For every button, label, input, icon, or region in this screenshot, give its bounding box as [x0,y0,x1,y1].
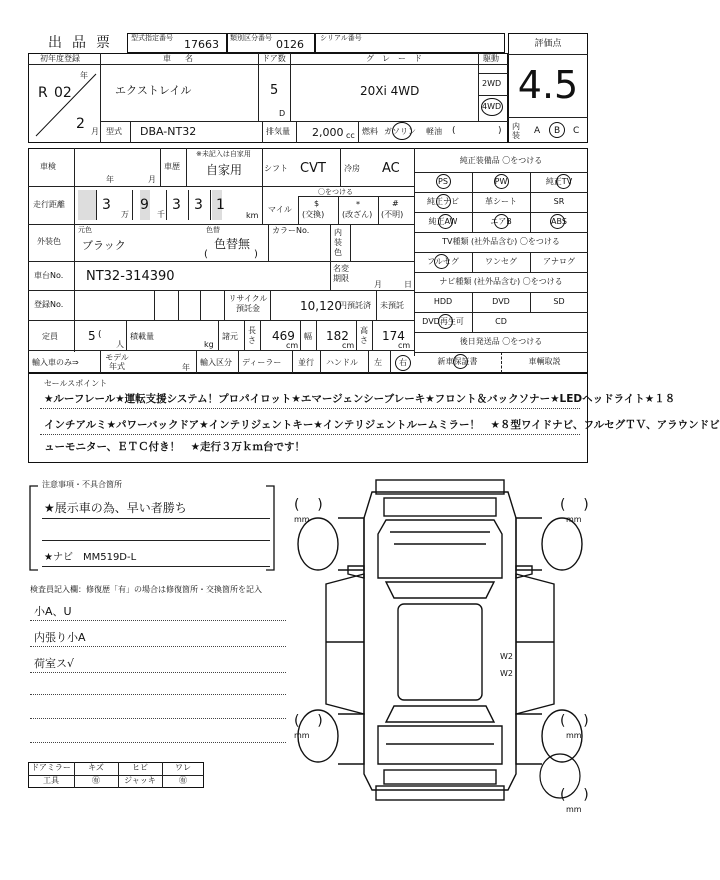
car-damage-diagram [290,474,590,814]
navi-sd: SD [553,297,565,306]
mileage-circle-note: 〇をつける [318,188,353,196]
era: R [38,85,48,101]
displacement-unit: cc [346,131,355,140]
interior-b: B [554,126,561,136]
mileage-digit-2: 9 [140,197,149,213]
navi-dvd: DVD [492,297,510,306]
capacity-label: 定員 [42,332,58,341]
interior-label: 内装 [512,122,520,140]
year-unit: 年 [80,71,88,80]
import-label: 輸入車のみ⇒ [32,358,79,367]
class-number-value: 0126 [276,38,304,51]
later-title: 後日発送品 〇をつける [459,337,543,346]
model-number-label: 型式指定番号 [131,34,173,42]
mileage-digit-4: 3 [194,197,203,213]
mileage-km-unit: km [246,211,259,220]
load-unit: kg [204,340,214,349]
navi-dvd-play-circle [438,314,453,329]
recycle-unit: 円預託済 [339,301,371,310]
swap-symbol: $ [314,199,320,208]
interior-b-circle [549,122,565,138]
notes-line-1: ★展示車の為、早い者勝ち [44,501,187,515]
equip-leather: 革シート [485,197,517,206]
mileage-digit-3: 3 [172,197,181,213]
later-warranty-circle [453,354,468,369]
serial-label: シリアル番号 [320,34,362,42]
equip-abs-circle [550,214,565,229]
mileage-digit-5: 1 [216,197,225,213]
equip-pw-circle [494,174,509,189]
term-label: 名変期限 [333,264,349,283]
shift-label: シフト [264,164,288,173]
first-reg-slash [30,64,100,142]
navi-title: ナビ種類 (社外品含む) 〇をつける [439,277,563,286]
doors-sub: D [279,109,286,118]
later-warranty: 新車保証書 [437,357,478,366]
tire-rl-mm: mm [294,731,310,740]
width-label: 幅 [304,332,312,341]
color-change-label: 色替 [206,226,220,234]
equip-sr: SR [553,197,565,206]
navi-dvd-play: DVD再生可 [422,317,464,326]
drive-label: 駆動 [483,54,499,63]
tire-rl-bracket: ( ) [294,713,323,729]
mileage-label: 走行距離 [33,200,65,209]
legend-h3: ヒビ [132,763,148,772]
load-label: 積載量 [130,332,154,341]
interior-color-label: 内装色 [334,228,342,257]
tv-oneseg: ワンセグ [485,257,517,266]
chassis-value: NT32-314390 [86,269,175,284]
tire-fl-mm: mm [294,515,310,524]
year-value: 02 [54,85,72,101]
equip-genuine-navi: 純正ナビ [427,197,459,206]
drive-4wd: 4WD [482,102,502,111]
fuel-value: ガソリン [384,127,416,136]
doors-value: 5 [270,83,279,98]
paren-open: ( [452,126,456,136]
legend-r2: ㊒ [92,776,100,785]
ac-value: AC [382,161,400,176]
inspection-month-unit: 月 [148,175,156,184]
handle-right: 右 [399,358,407,367]
mile-label: マイル [268,205,292,214]
color-no-label: カラーNo. [272,226,310,235]
inspector-title: 検査員記入欄：修復歴「有」の場合は修復箇所・交換箇所を記入 [30,585,262,594]
sales-line-3: ューモニター、ＥＴＣ付き！ ★走行３万ｋｍ台です！ [44,441,305,453]
unknown-symbol: # [392,199,399,208]
term-month-unit: 月 [374,280,382,289]
equip-airbag: エアB [490,217,512,226]
equip-ps-circle [436,174,451,189]
rating-label: 評価点 [534,39,562,49]
recycle-unpaid: 未預託 [380,301,404,310]
legend-r1: 工具 [43,776,59,785]
model-year-label: モデル年式 [105,353,129,371]
spare-tire-mm: mm [566,805,582,814]
tamper-symbol: * [356,200,360,209]
interior-a: A [534,126,541,136]
light-oil-label: 軽油 [426,127,442,136]
model-year-unit: 年 [182,363,190,372]
handle-right-circle [395,355,411,371]
shift-value: CVT [300,161,326,176]
displacement-value: 2,000 [312,126,344,139]
displacement-label: 排気量 [266,127,290,136]
mileage-digit-1: 3 [102,197,111,213]
navi-row-1 [414,292,588,312]
w2-mark-1: W2 [500,652,513,661]
unknown-label: (不明) [381,210,404,219]
orig-color-label: 元色 [78,226,92,234]
equip-abs: ABS [551,217,567,226]
genuine-title: 純正装備品 〇をつける [459,156,543,165]
color-change-value: 色替無 [214,237,251,251]
form-title: 出品票 [48,35,120,51]
inspector-line-2: 内張り小A [34,631,86,644]
mileage-man-unit: 万 [121,210,129,219]
car-name-value: エクストレイル [115,84,192,97]
grade-label: グレード [366,54,430,63]
month-unit: 月 [91,127,99,136]
history-label: 車歴 [164,162,180,171]
legend-r3: ジャッキ [124,776,156,785]
equip-genuine-aw: 純正AW [428,217,458,226]
fuel-circle [392,122,412,140]
spare-tire-bracket: ( ) [560,787,589,803]
chassis-label: 車台No. [34,271,64,280]
navi-hdd: HDD [433,297,453,306]
legend-r4: ㊒ [179,776,187,785]
tv-title: TV種類 (社外品含む) 〇をつける [442,237,560,246]
recycle-label: リサイクル預託金 [228,294,268,313]
sales-line-1: ★ルーフレール★運転支援システム！プロパイロット★エマージェンシーブレーキ★フロント＆バックソナー★LEDヘッドライト★１８ [44,393,676,405]
tire-fl-bracket: ( ) [294,497,323,513]
length-value: 469 [272,329,295,343]
equip-navi-circle [436,194,451,209]
paren-close: ) [498,126,502,136]
handle-left: 左 [374,358,382,367]
recycle-value: 10,120 [300,299,342,313]
model-type-value: DBA-NT32 [140,125,197,138]
sales-label: セールスポイント [44,379,108,388]
model-type-label: 型式 [106,127,122,136]
class-number-label: 類別区分番号 [230,34,272,42]
tire-fr-bracket: ( ) [560,497,589,513]
interior-c: C [573,126,580,136]
later-manual: 車輌取説 [528,357,561,366]
sales-line-2: インチアルミ★パワーバックドア★インテリジェントキー★インテリジェントルームミラー！ ★８型ワイドナビ、フルセグＴＶ、アラウンドビ [44,419,720,431]
history-value: 自家用 [206,163,243,177]
legend-h1: ドアミラー [31,763,71,772]
length-label: 長さ [248,326,256,345]
inspection-label: 車検 [40,162,56,171]
import-dealer: ディーラー [242,358,282,367]
month-value: 2 [76,116,85,132]
car-name-label: 車名 [163,54,207,63]
import-parallel: 並行 [298,358,314,367]
history-note: ※未記入は自家用 [196,150,251,158]
tire-rr-mm: mm [566,731,582,740]
height-value: 174 [382,329,405,343]
tire-rr-bracket: ( ) [560,713,589,729]
inspection-year-unit: 年 [106,175,114,184]
orig-color-value: ブラック [82,239,126,252]
equip-tv-circle [556,174,571,189]
width-value: 182 [326,329,349,343]
grade-value: 20Xi 4WD [360,84,420,98]
drive-4wd-circle [481,98,503,116]
capacity-value: 5 [88,329,96,343]
dims-label: 諸元 [222,332,238,341]
legend-h4: ワレ [175,763,191,772]
equip-ps: PS [438,177,448,186]
length-unit: cm [286,341,299,350]
tv-analog: アナログ [543,257,575,266]
notes-title: 注意事項・不具合箇所 [42,480,122,489]
doors-label: ドア数 [262,54,286,63]
drive-2wd: 2WD [482,79,502,88]
tamper-label: (改ざん) [342,210,373,219]
equip-airbag-circle [494,214,509,229]
equip-genuine-tv: 純正TV [545,177,573,186]
equip-aw-circle [438,214,453,229]
term-day-unit: 日 [404,280,412,289]
swap-label: (交換) [302,210,325,219]
handle-label: ハンドル [326,358,358,367]
ac-label: 冷房 [344,164,360,173]
legend-h2: キズ [88,763,104,772]
ext-color-label: 外装色 [37,237,61,246]
inspector-line-3: 荷室ス√ [34,657,75,670]
capacity-unit: 人 [116,340,124,349]
tv-fullseg-circle [434,254,449,269]
equip-pw: PW [494,177,508,186]
height-label: 高さ [360,326,368,345]
inspector-line-1: 小A、U [34,605,72,618]
fuel-label: 燃料 [362,127,378,136]
notes-line-2: ★ナビ MM519D-L [44,552,137,563]
width-unit: cm [342,341,355,350]
import-type-label: 輸入区分 [200,358,232,367]
height-unit: cm [398,341,411,350]
model-number-value: 17663 [184,38,219,51]
w2-mark-2: W2 [500,669,513,678]
first-reg-label: 初年度登録 [40,54,80,63]
tv-fullseg: フルセグ [427,257,459,266]
tire-fr-mm: mm [566,515,582,524]
mileage-sen-unit: 千 [157,210,165,219]
reg-label: 登録No. [34,300,64,309]
navi-cd: CD [495,317,507,326]
rating-value: 4.5 [517,63,579,107]
